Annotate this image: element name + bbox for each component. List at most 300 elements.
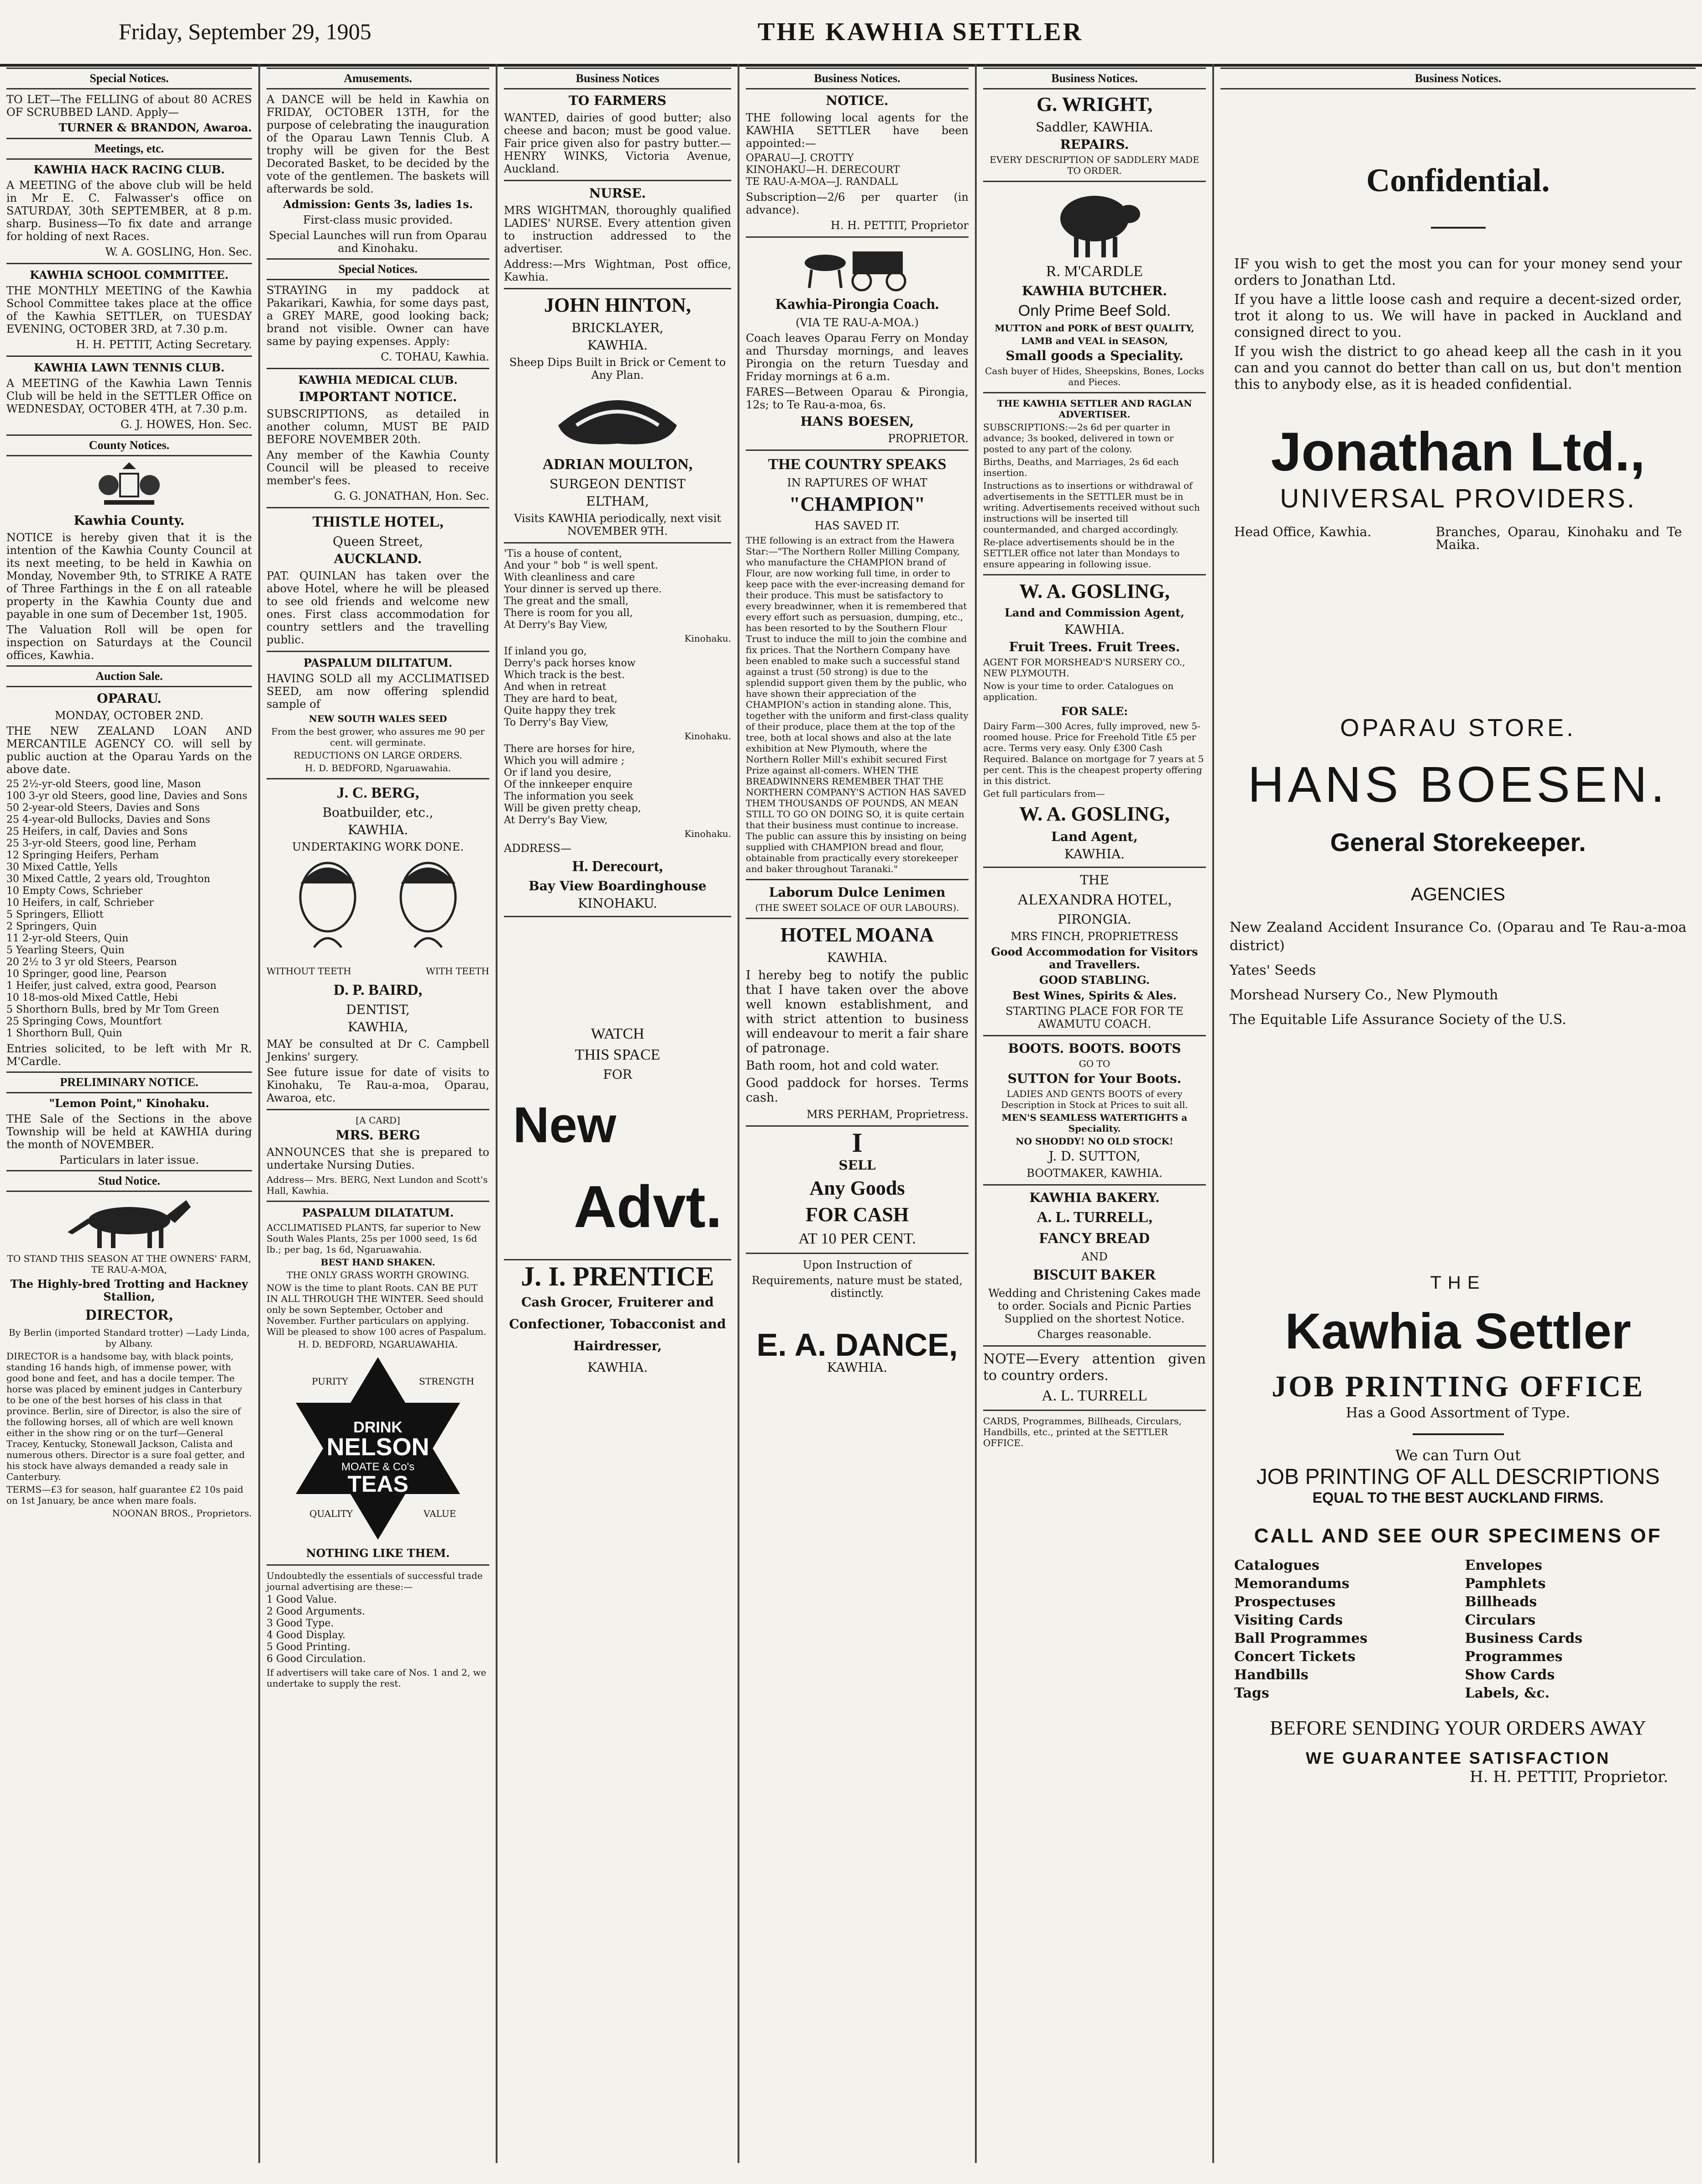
notice-text: NEW SOUTH WALES SEED bbox=[309, 713, 447, 724]
poem-line: There is room for you all, bbox=[504, 607, 633, 619]
divider bbox=[267, 507, 489, 508]
divider bbox=[1431, 227, 1486, 229]
notice-text: REDUCTIONS ON LARGE ORDERS. bbox=[293, 750, 462, 761]
grocer-name: J. I. PRENTICE bbox=[521, 1261, 714, 1291]
any-goods-label: Any Goods bbox=[809, 1177, 905, 1199]
section-header: Business Notices. bbox=[983, 68, 1206, 89]
dentist-name: D. P. BAIRD, bbox=[333, 982, 423, 998]
settler-text: Instructions as to insertions or withdrawal of advertisements in the SETTLER must be in writing. Advertisements received without such instructions will be inserted till countermanded, and charged accordingly. bbox=[983, 480, 1200, 535]
notice-text: Particulars in later issue. bbox=[59, 1154, 199, 1166]
poem-line: 'Tis a house of content, bbox=[504, 548, 623, 559]
assortment: Has a Good Assortment of Type. bbox=[1346, 1405, 1571, 1421]
hotel-name: ALEXANDRA HOTEL, bbox=[1017, 891, 1172, 908]
essentials-item: 1 Good Value. bbox=[267, 1594, 337, 1605]
hotel-town: KAWHIA. bbox=[827, 950, 888, 965]
advt-label: Advt. bbox=[574, 1173, 722, 1240]
poem-verse bbox=[504, 548, 731, 631]
poem-verse bbox=[504, 743, 731, 826]
poem-line: If inland you go, bbox=[504, 646, 587, 657]
poem-line: And your " bob " is well spent. bbox=[504, 560, 658, 571]
agent-item: TE RAU-A-MOA—J. RANDALL bbox=[746, 176, 898, 188]
butcher-trade: KAWHIA BUTCHER. bbox=[1021, 283, 1168, 298]
boots-text: LADIES AND GENTS BOOTS of every Description in Stock at Prices to suit all. bbox=[1001, 1088, 1188, 1110]
beef-label: Only Prime Beef Sold. bbox=[1018, 302, 1171, 319]
notice-title: KAWHIA MEDICAL CLUB. bbox=[298, 373, 458, 387]
tea-drink-label: DRINK bbox=[353, 1419, 403, 1436]
percent-label: AT 10 PER CENT. bbox=[798, 1230, 916, 1247]
specimen-item: Concert Tickets bbox=[1234, 1649, 1356, 1665]
business-town: KAWHIA. bbox=[347, 822, 408, 837]
poem-line: There are horses for hire, bbox=[504, 743, 635, 755]
baker-name: A. L. TURRELL bbox=[1042, 1387, 1147, 1404]
boots-title: BOOTS. BOOTS. BOOTS bbox=[1008, 1041, 1181, 1056]
masthead bbox=[0, 0, 1702, 67]
specimens-grid bbox=[1220, 1557, 1696, 1703]
section-header: Business Notices bbox=[504, 68, 731, 89]
notice-text: The Valuation Roll will be open for inspection on Saturdays at the Council offices, Kawhia. bbox=[6, 623, 252, 662]
notice-text: SUBSCRIPTIONS, as detailed in another column, MUST BE PAID BEFORE NOVEMBER 20th. bbox=[267, 408, 489, 446]
poem-line: They are hard to beat, bbox=[504, 693, 618, 705]
stud-text: DIRECTOR is a handsome bay, with black points, standing 16 hands high, of immense power, with good bone and feet, and has a docile temper. The horse was placed by eminent judges in Canterbury to be one of the best horses of his class in that province. Berlin, sire of Director, is also the sire of the following horses, all of which are well known either in the show ring or on the turf—General Tracey, Kentucky, Stonewall Jackson, Calista and numerous others. Director is a sure foal getter, and his stock have always demanded a ready sale in Canterbury. bbox=[6, 1351, 245, 1482]
dairy-farm: Dairy Farm—300 Acres, fully improved, new 5-roomed house. Price for Freehold Title £5 per acre. Terms very easy. Only £300 Cash Required. Balance on mortgage for 7 years at 5 per cent. This is the cheapest property offering in this district. bbox=[983, 721, 1204, 786]
agents-list bbox=[746, 152, 969, 188]
notice-title: KAWHIA HACK RACING CLUB. bbox=[33, 163, 225, 176]
champion-sub: HAS SAVED IT. bbox=[814, 519, 900, 532]
divider bbox=[746, 236, 969, 238]
notice-text: A MEETING of the Kawhia Lawn Tennis Club will be held in the SETTLER Office on WEDNESDAY, OCTOBER 4TH, at 7.30 p.m. bbox=[6, 377, 252, 415]
poem-line: Quite happy they trek bbox=[504, 705, 616, 716]
bakery-text: Wedding and Christening Cakes made to order. Socials and Picnic Parties Supplied on the shortest Notice. bbox=[988, 1287, 1201, 1325]
auctioneer-town: KAWHIA. bbox=[827, 1360, 888, 1375]
hotel-name: THISTLE HOTEL, bbox=[312, 513, 444, 530]
head-office: Head Office, Kawhia. bbox=[1234, 524, 1372, 539]
essentials-intro: Undoubtedly the essentials of successful trade journal advertising are these:— bbox=[267, 1570, 483, 1592]
signature: G. J. HOWES, Hon. Sec. bbox=[120, 418, 252, 431]
divider bbox=[746, 449, 969, 451]
motto-sub: (THE SWEET SOLACE OF OUR LABOURS). bbox=[755, 902, 959, 913]
divider bbox=[1413, 1433, 1504, 1435]
notice-text: WANTED, dairies of good butter; also cheese and bacon; must be good value. Fair price given also for pastry butter.—HENRY WINKS, Victoria Avenue, Auckland. bbox=[504, 111, 731, 175]
coach-title: Kawhia-Pirongia Coach. bbox=[775, 296, 939, 313]
proprietor-name: HANS BOESEN, bbox=[800, 414, 914, 429]
dentist-portraits-icon bbox=[278, 856, 478, 961]
tea-quality-label: QUALITY bbox=[309, 1508, 353, 1519]
strayed-notice: STRAYING in my paddock at Pakarikari, Kawhia, for some days past, a GREY MARE, good looking back; brand not visible. Owner can have same by paying expenses. Apply: bbox=[267, 284, 489, 348]
store-title: OPARAU STORE. bbox=[1340, 714, 1576, 742]
section-header: PRELIMINARY NOTICE. bbox=[6, 1071, 252, 1093]
biscuit-baker: BISCUIT BAKER bbox=[1033, 1266, 1156, 1283]
grocer-trade: Cash Grocer, Fruiterer and Confectioner, Tobacconist and Hairdresser, bbox=[509, 1295, 726, 1353]
cash-buyer: Cash buyer of Hides, Sheepskins, Bones, Locks and Pieces. bbox=[985, 366, 1204, 387]
this-space-label: THIS SPACE bbox=[575, 1046, 660, 1063]
specimen-item: Visiting Cards bbox=[1234, 1612, 1343, 1628]
notice-text: MRS WIGHTMAN, thoroughly qualified LADIES' NURSE. Every attention given to instruction addressed to the advertiser. bbox=[504, 204, 731, 255]
section-header: Business Notices. bbox=[746, 68, 969, 89]
agent-name: W. A. GOSLING, bbox=[1019, 803, 1170, 825]
essentials-item: 3 Good Type. bbox=[267, 1618, 334, 1629]
poem-line: To Derry's Bay View, bbox=[504, 717, 609, 728]
specimen-item: Labels, &c. bbox=[1465, 1685, 1550, 1701]
divider bbox=[983, 1184, 1206, 1186]
confidential-title: Confidential. bbox=[1366, 162, 1550, 199]
divider bbox=[983, 574, 1206, 575]
dentist-town: KAWHIA, bbox=[347, 1019, 408, 1035]
grocer-town: KAWHIA. bbox=[587, 1360, 648, 1375]
signature: NOONAN BROS., Proprietors. bbox=[112, 1508, 252, 1519]
poem-line: Which track is the best. bbox=[504, 669, 625, 681]
divider bbox=[746, 1253, 969, 1254]
divider bbox=[983, 1035, 1206, 1036]
divider bbox=[267, 651, 489, 652]
column-2 bbox=[260, 64, 498, 2163]
nurse-name: MRS. BERG bbox=[335, 1128, 420, 1143]
hotel-town: PIRONGIA. bbox=[1058, 912, 1131, 927]
stud-terms: TERMS—£3 for season, half guarantee £2 10s paid on 1st January, be ance when mare foals. bbox=[6, 1484, 244, 1506]
section-header: Amusements. bbox=[267, 68, 489, 89]
before-sending: BEFORE SENDING YOUR ORDERS AWAY bbox=[1270, 1717, 1646, 1739]
notice-text: NOTICE is hereby given that it is the intention of the Kawhia County Council at its next meeting, to be held in Kawhia on Monday, November 9th, to STRIKE A RATE of Three Farthings in the £ on all rateable property in the Kawhia County due and payable in one sum of December 1st, 1905. bbox=[6, 531, 252, 621]
settler-banner: Kawhia Settler bbox=[1285, 1303, 1631, 1359]
hotel-text: Good paddock for horses. Terms cash. bbox=[746, 1076, 969, 1105]
denture-icon bbox=[549, 384, 686, 453]
stud-line: The Highly-bred Trotting and Hackney Stallion, bbox=[10, 1277, 248, 1303]
jonathan-tagline: UNIVERSAL PROVIDERS. bbox=[1280, 484, 1636, 513]
signature: W. A. GOSLING, Hon. Sec. bbox=[105, 246, 252, 258]
nelson-teas-star-logo bbox=[268, 1353, 487, 1544]
specimen-item: Catalogues bbox=[1234, 1557, 1320, 1573]
divider bbox=[267, 1201, 489, 1202]
signature: H. D. BEDFORD, NGARUAWAHIA. bbox=[298, 1339, 458, 1350]
hotel-proprietress: MRS FINCH, PROPRIETRESS bbox=[1011, 930, 1178, 943]
boardinghouse-town: KINOHAKU. bbox=[578, 896, 657, 911]
specimen-item: Memorandums bbox=[1234, 1576, 1350, 1592]
sell-label: SELL bbox=[838, 1158, 876, 1173]
notice-text: THE MONTHLY MEETING of the Kawhia School Committee takes place at the office of the Kawhia SETTLER, on TUESDAY EVENING, OCTOBER 3RD, at 7.30 p.m. bbox=[6, 284, 252, 335]
divider bbox=[267, 1564, 489, 1566]
hotel-text: I hereby beg to notify the public that I have taken over the above well known establishment, and with strict attention to business will endeavour to merit a fair share of patronage. bbox=[746, 968, 969, 1055]
business-text: Sheep Dips Built in Brick or Cement to Any Plan. bbox=[509, 356, 726, 381]
instruction-label: Upon Instruction of bbox=[802, 1259, 912, 1271]
essentials-list bbox=[267, 1594, 489, 1665]
guarantee: WE GUARANTEE SATISFACTION bbox=[1305, 1749, 1611, 1767]
poem-verse bbox=[504, 646, 731, 729]
signature: H. D. BEDFORD, Ngaruawahia. bbox=[304, 763, 451, 773]
poem-line: Will be given pretty cheap, bbox=[504, 803, 641, 814]
dentist-text: MAY be consulted at Dr C. Campbell Jenkins' surgery. bbox=[267, 1038, 489, 1063]
coach-via: (VIA TE RAU-A-MOA.) bbox=[796, 316, 919, 329]
notice-text: HAVING SOLD all my ACCLIMATISED SEED, am now offering splendid sample of bbox=[267, 672, 489, 711]
notice-text: THE ONLY GRASS WORTH GROWING. bbox=[287, 1270, 469, 1280]
card-label: [A CARD] bbox=[356, 1115, 400, 1126]
stock-item: 30 Mixed Cattle, Yells bbox=[6, 862, 118, 873]
stock-item: 50 2-year-old Steers, Davies and Sons bbox=[6, 802, 200, 814]
and-label: AND bbox=[1081, 1250, 1108, 1263]
section-header: Special Notices. bbox=[267, 258, 489, 280]
storekeeper-name: HANS BOESEN. bbox=[1247, 757, 1669, 813]
the-label: THE bbox=[1430, 1273, 1486, 1293]
stock-item: 20 2½ to 3 yr old Steers, Pearson bbox=[6, 956, 177, 968]
divider bbox=[267, 778, 489, 779]
notice-title: TO FARMERS bbox=[568, 93, 667, 108]
poem-line: The great and the small, bbox=[504, 596, 629, 607]
call-see: CALL AND SEE OUR SPECIMENS OF bbox=[1254, 1525, 1662, 1547]
signature: TURNER & BRANDON, Awaroa. bbox=[58, 121, 252, 134]
tea-teas-label: TEAS bbox=[347, 1471, 408, 1497]
notice-text: THE following local agents for the KAWHIA SETTLER have been appointed:— bbox=[746, 111, 969, 150]
specimen-item: Business Cards bbox=[1465, 1630, 1583, 1646]
notice-text: BEST HAND SHAKEN. bbox=[320, 1257, 435, 1268]
divider bbox=[504, 1259, 731, 1260]
tea-strength-label: STRENGTH bbox=[419, 1376, 474, 1387]
poem-line: Your dinner is served up there. bbox=[504, 584, 662, 595]
poem-line: And when in retreat bbox=[504, 681, 607, 693]
confidential-text: If you have a little loose cash and require a decent-sized order, trot it along to us. We will have in packed in Auckland and consigned direct to you. bbox=[1234, 292, 1682, 340]
tea-moate-label: MOATE & Co's bbox=[341, 1461, 415, 1473]
notice-text: NOW is the time to plant Roots. CAN BE PUT IN ALL THROUGH THE WINTER. Seed should only be sown September, October and November. Further particulars on applying. Will be pleased to show 100 acres of Paspalum. bbox=[267, 1282, 487, 1337]
specimen-item: Pamphlets bbox=[1465, 1576, 1546, 1592]
settler-text: SUBSCRIPTIONS:—2s 6d per quarter in advance; 3s booked, delivered in town or posted to any part of the colony. bbox=[983, 422, 1174, 455]
the-label: THE bbox=[1080, 873, 1109, 888]
agency-item: Morshead Nursery Co., New Plymouth bbox=[1230, 987, 1498, 1003]
nurse-address: Address— Mrs. BERG, Next Lundon and Scott's Hall, Kawhia. bbox=[267, 1174, 488, 1196]
column-1 bbox=[0, 64, 260, 2163]
auctioneer-name: E. A. DANCE, bbox=[756, 1327, 958, 1363]
notice-title: KAWHIA LAWN TENNIS CLUB. bbox=[34, 361, 225, 374]
nurse-text: ANNOUNCES that she is prepared to undertake Nursing Duties. bbox=[267, 1146, 489, 1171]
specimen-item: Envelopes bbox=[1465, 1557, 1543, 1573]
specimen-item: Prospectuses bbox=[1234, 1594, 1336, 1610]
divider bbox=[983, 867, 1206, 868]
stock-list bbox=[6, 779, 252, 1040]
admission: Admission: Gents 3s, ladies 1s. bbox=[283, 198, 473, 211]
column-3 bbox=[498, 64, 739, 2163]
stock-item: 11 2-yr-old Steers, Quin bbox=[6, 933, 129, 944]
agent-town: KAWHIA. bbox=[1064, 846, 1125, 862]
horse-icon bbox=[61, 1196, 198, 1250]
essentials-item: 2 Good Arguments. bbox=[267, 1606, 365, 1617]
notice-title: "Lemon Point," Kinohaku. bbox=[49, 1097, 209, 1110]
repairs-label: REPAIRS. bbox=[1060, 137, 1129, 152]
divider bbox=[504, 288, 731, 289]
stock-item: 5 Springers, Elliott bbox=[6, 909, 104, 920]
divider bbox=[983, 181, 1206, 182]
for-sale-label: FOR SALE: bbox=[1061, 705, 1128, 718]
agent-name: W. A. GOSLING, bbox=[1019, 580, 1170, 602]
notice-title: PASPALUM DILITATUM. bbox=[303, 656, 453, 669]
boots-text: MEN'S SEAMLESS WATERTIGHTS a Speciality. bbox=[1001, 1112, 1188, 1134]
poem-line: At Derry's Bay View, bbox=[504, 619, 608, 631]
signature: MRS PERHAM, Proprietress. bbox=[806, 1108, 969, 1121]
section-header: County Notices. bbox=[6, 434, 252, 456]
agent-item: KINOHAKU—H. DERECOURT bbox=[746, 164, 900, 176]
section-header: Stud Notice. bbox=[6, 1170, 252, 1192]
essentials-item: 5 Good Printing. bbox=[267, 1641, 351, 1653]
notice-text: Address:—Mrs Wightman, Post office, Kawhia. bbox=[504, 258, 731, 283]
sutton-for: SUTTON for Your Boots. bbox=[1007, 1071, 1182, 1086]
horse-coach-icon bbox=[789, 242, 926, 293]
settler-title: THE KAWHIA SETTLER AND RAGLAN ADVERTISER. bbox=[997, 398, 1192, 420]
launches-note: Special Launches will run from Oparau and Kinohaku. bbox=[269, 229, 487, 255]
baker-name: A. L. TURRELL, bbox=[1037, 1209, 1152, 1226]
subscription: Subscription—2/6 per quarter (in advance). bbox=[746, 191, 969, 216]
sheep-icon bbox=[1044, 187, 1145, 260]
jonathan-title: Jonathan Ltd., bbox=[1271, 421, 1645, 482]
auction-location: OPARAU. bbox=[97, 691, 162, 706]
mutton-label: MUTTON and PORK of BEST QUALITY, bbox=[995, 323, 1194, 334]
notice-title: NURSE. bbox=[589, 186, 646, 201]
tea-nelson-label: NELSON bbox=[326, 1433, 429, 1461]
signature: G. G. JONATHAN, Hon. Sec. bbox=[334, 490, 489, 502]
signature: H. H. PETTIT, Proprietor bbox=[830, 219, 969, 232]
divider bbox=[504, 542, 731, 543]
for-label: FOR bbox=[603, 1067, 632, 1082]
specimen-item: Programmes bbox=[1465, 1649, 1563, 1665]
column-5 bbox=[977, 64, 1214, 2163]
stock-item: 25 Springing Cows, Mountfort bbox=[6, 1016, 162, 1027]
agent-text: AGENT FOR MORSHEAD'S NURSERY CO., NEW PLYMOUTH. bbox=[983, 657, 1185, 679]
divider bbox=[6, 263, 252, 264]
essentials-item: 4 Good Display. bbox=[267, 1630, 346, 1641]
poem-sig: Kinohaku. bbox=[684, 633, 731, 644]
column-4 bbox=[739, 64, 977, 2163]
hotel-text: STARTING PLACE FOR FOR TE AWAMUTU COACH. bbox=[1005, 1005, 1184, 1030]
notice-text: ACCLIMATISED PLANTS, far superior to New South Wales Plants, 25s per 1000 seed, 1s 6d lb.; per bag, 1s 6d, Ngaruawahia. bbox=[267, 1222, 481, 1255]
divider bbox=[983, 1345, 1206, 1347]
dentist-visit: Visits KAWHIA periodically, next visit NOVEMBER 9TH. bbox=[514, 512, 721, 538]
poem-line: Which you will admire ; bbox=[504, 755, 625, 767]
stock-item: 10 Springer, good line, Pearson bbox=[6, 968, 167, 980]
divider bbox=[983, 1410, 1206, 1411]
watch-label: WATCH bbox=[591, 1025, 644, 1042]
address-label: ADDRESS— bbox=[504, 842, 571, 855]
divider bbox=[504, 916, 731, 917]
agent-trade: Land Agent, bbox=[1051, 829, 1138, 844]
section-header: Special Notices. bbox=[6, 68, 252, 89]
stud-breed: By Berlin (imported Standard trotter) —Lady Linda, by Albany. bbox=[9, 1327, 250, 1349]
stock-item: 5 Shorthorn Bulls, bred by Mr Tom Green bbox=[6, 1004, 220, 1015]
bakery-title: KAWHIA BAKERY. bbox=[1029, 1190, 1160, 1205]
auction-intro: THE NEW ZEALAND LOAN AND MERCANTILE AGENCY CO. will sell by public auction at the Oparau Yards on the above date. bbox=[6, 725, 252, 776]
notice-text: A MEETING of the above club will be held in Mr E. C. Falwasser's office on SATURDAY, 30th SEPTEMBER, at 8 p.m. sharp. Business—To fix date and arrange for holding of next Races. bbox=[6, 179, 252, 243]
business-trade: Boatbuilder, etc., bbox=[322, 805, 434, 820]
bakery-note: NOTE—Every attention given to country orders. bbox=[983, 1351, 1206, 1384]
new-label: New bbox=[513, 1097, 617, 1153]
branches: Branches, Oparau, Kinohaku and Te Maika. bbox=[1435, 524, 1682, 552]
caption-right: WITH TEETH bbox=[426, 966, 489, 977]
poem-line: Derry's pack horses know bbox=[504, 658, 636, 669]
poem-line: The information you seek bbox=[504, 791, 634, 802]
stud-line: TO STAND THIS SEASON AT THE OWNERS' FARM, TE RAU-A-MOA, bbox=[7, 1253, 251, 1275]
settler-text: Re-place advertisements should be in the SETTLER office not later than Mondays to ensure appearing in following issue. bbox=[983, 537, 1180, 570]
agent-text: Now is your time to order. Catalogues on application. bbox=[983, 680, 1174, 702]
champion-headline: THE COUNTRY SPEAKS bbox=[768, 456, 947, 473]
small-goods-label: Small goods a Speciality. bbox=[1005, 348, 1184, 363]
boots-text: NO SHODDY! NO OLD STOCK! bbox=[1016, 1136, 1173, 1147]
specimen-item: Tags bbox=[1234, 1685, 1269, 1701]
tea-value-label: VALUE bbox=[424, 1508, 456, 1519]
champion-text: THE following is an extract from the Hawera Star:—"The Northern Roller Milling Company, who manufacture the CHAMPION brand of Flour, are now working full time, in order to keep pace with the ever-increasing demand for their produce. This must be satisfactory to every breadwinner, when it is remembered that every effort such as persuasion, dumping, etc., has been resorted to by the Southern Flour Trust to induce the mill to join the combine and fix prices. That the Northern Company have been enabled to make such a successful stand against a trust (50 strong) is due to the splendid support given them by the public, who have shown their appreciation of the CHAMPION's action in standing alone. This, together with the uniform and first-class quality of their produce, place them at the top of the tree, both at local shows and also at the late exhibition at New Plymouth, where the Northern Roller Mill's exhibit secured First Prize against all-comers. WHEN THE BREADWINNERS REMEMBER THAT THE NORTHERN COMPANY'S ACTION HAS SAVED THEM THOUSANDS OF POUNDS, AN MEAN STILL TO GO ON DOING SO, it is quite certain that their business must continue to increase. The public can assure this by insisting on being supplied with CHAMPION bread and flour, obtainable from practically every storekeeper and baker throughout Taranaki." bbox=[746, 535, 969, 874]
agent-town: KAWHIA. bbox=[1064, 622, 1125, 637]
butcher-name: R. M'CARDLE bbox=[1046, 263, 1143, 280]
saddler-text: EVERY DESCRIPTION OF SADDLERY MADE TO ORDER. bbox=[990, 154, 1199, 176]
coach-text: Coach leaves Oparau Ferry on Monday and Thursday mornings, and leaves Pirongia on the return Tuesday and Friday mornings at 6 a.m. bbox=[746, 332, 969, 383]
agency-item: The Equitable Life Assurance Society of the U.S. bbox=[1230, 1012, 1566, 1028]
divider bbox=[983, 392, 1206, 393]
tea-purity-label: PURITY bbox=[312, 1376, 348, 1387]
newspaper-title: THE KAWHIA SETTLER bbox=[758, 18, 1084, 46]
hotel-text: GOOD STABLING. bbox=[1039, 973, 1150, 987]
hotel-text: PAT. QUINLAN has taken over the above Hotel, where he will be pleased to see old friends and welcome new ones. First class accommodation for country settlers and the travelling public. bbox=[267, 570, 489, 646]
lamb-label: LAMB and VEAL in SEASON, bbox=[1021, 335, 1168, 346]
dentist-name: ADRIAN MOULTON, bbox=[542, 456, 693, 473]
notice-title: PASPALUM DILATATUM. bbox=[302, 1206, 454, 1219]
bootmaker-trade: BOOTMAKER, KAWHIA. bbox=[1026, 1167, 1163, 1180]
dentist-town: ELTHAM, bbox=[586, 494, 649, 509]
column-6 bbox=[1214, 64, 1702, 2163]
printing-note: CARDS, Programmes, Billheads, Circulars, Handbills, etc., printed at the SETTLER OFFICE. bbox=[983, 1416, 1182, 1448]
caption-left: WITHOUT TEETH bbox=[267, 966, 351, 977]
stock-item: 25 2½-yr-old Steers, good line, Mason bbox=[6, 779, 201, 790]
notice-subtitle: IMPORTANT NOTICE. bbox=[299, 389, 457, 404]
agent-trade: Land and Commission Agent, bbox=[1005, 606, 1184, 619]
notice-title: KAWHIA SCHOOL COMMITTEE. bbox=[30, 268, 229, 282]
bakery-text: Charges reasonable. bbox=[1037, 1328, 1152, 1341]
stock-item: 25 3-yr-old Steers, good line, Perham bbox=[6, 838, 197, 849]
notice-text: Any member of the Kawhia County Council will be pleased to receive member's fees. bbox=[267, 449, 489, 487]
agency-item: New Zealand Accident Insurance Co. (Oparau and Te Rau-a-moa district) bbox=[1230, 920, 1686, 954]
tea-slogan: NOTHING LIKE THEM. bbox=[306, 1547, 450, 1560]
specimen-item: Handbills bbox=[1234, 1667, 1309, 1683]
stock-item: 1 Heifer, just calved, extra good, Pearson bbox=[6, 980, 217, 992]
agencies-list bbox=[1220, 919, 1696, 1029]
notice-title: NOTICE. bbox=[826, 93, 889, 108]
section-header: Meetings, etc. bbox=[6, 138, 252, 160]
essentials-item: 6 Good Circulation. bbox=[267, 1653, 366, 1665]
requirements-label: Requirements, nature must be stated, distinctly. bbox=[751, 1274, 963, 1300]
specimens-right bbox=[1465, 1557, 1682, 1703]
boardinghouse: Bay View Boardinghouse bbox=[529, 878, 707, 893]
dentist-trade: SURGEON DENTIST bbox=[549, 476, 686, 491]
bootmaker-name: J. D. SUTTON, bbox=[1048, 1149, 1141, 1164]
divider bbox=[267, 368, 489, 369]
specimen-item: Billheads bbox=[1465, 1594, 1537, 1610]
hotel-text: Good Accommodation for Visitors and Travellers. bbox=[991, 945, 1198, 971]
saddler-trade: Saddler, KAWHIA. bbox=[1036, 120, 1153, 135]
business-town: KAWHIA. bbox=[587, 338, 648, 353]
divider bbox=[746, 1125, 969, 1127]
section-header: Business Notices. bbox=[1220, 68, 1696, 89]
specimen-item: Circulars bbox=[1465, 1612, 1536, 1628]
music-note: First-class music provided. bbox=[303, 214, 453, 226]
proprietor: H. H. PETTIT, Proprietor. bbox=[1469, 1768, 1668, 1786]
settler-text: Births, Deaths, and Marriages, 2s 6d each insertion. bbox=[983, 456, 1179, 478]
issue-date: Friday, September 29, 1905 bbox=[119, 19, 372, 44]
dance-notice: A DANCE will be held in Kawhia on FRIDAY, OCTOBER 13TH, for the purpose of celebrating the inauguration of the Oparau Lawn Tennis Club. A trophy will be given for the Best Decorated Basket, to be decided by the vote of the gentlemen. The baskets will afterwards be sold. bbox=[267, 93, 489, 195]
coach-fares: FARES—Between Oparau & Pirongia, 12s; to Te Rau-a-moa, 6s. bbox=[746, 386, 969, 411]
business-name: JOHN HINTON, bbox=[544, 294, 691, 316]
stock-item: 10 Empty Cows, Schrieber bbox=[6, 885, 143, 897]
essentials-end: If advertisers will take care of Nos. 1 and 2, we undertake to supply the rest. bbox=[267, 1667, 487, 1689]
hotel-name: HOTEL MOANA bbox=[780, 924, 934, 946]
specimen-item: Show Cards bbox=[1465, 1667, 1555, 1683]
for-cash-label: FOR CASH bbox=[805, 1203, 909, 1226]
section-header: Auction Sale. bbox=[6, 665, 252, 687]
champion-brand: "CHAMPION" bbox=[789, 493, 926, 515]
job-printing-title: JOB PRINTING OFFICE bbox=[1272, 1370, 1644, 1403]
poem-line: At Derry's Bay View, bbox=[504, 815, 608, 826]
agencies-title: AGENCIES bbox=[1411, 884, 1505, 904]
stock-item: 2 Springers, Quin bbox=[6, 921, 97, 932]
